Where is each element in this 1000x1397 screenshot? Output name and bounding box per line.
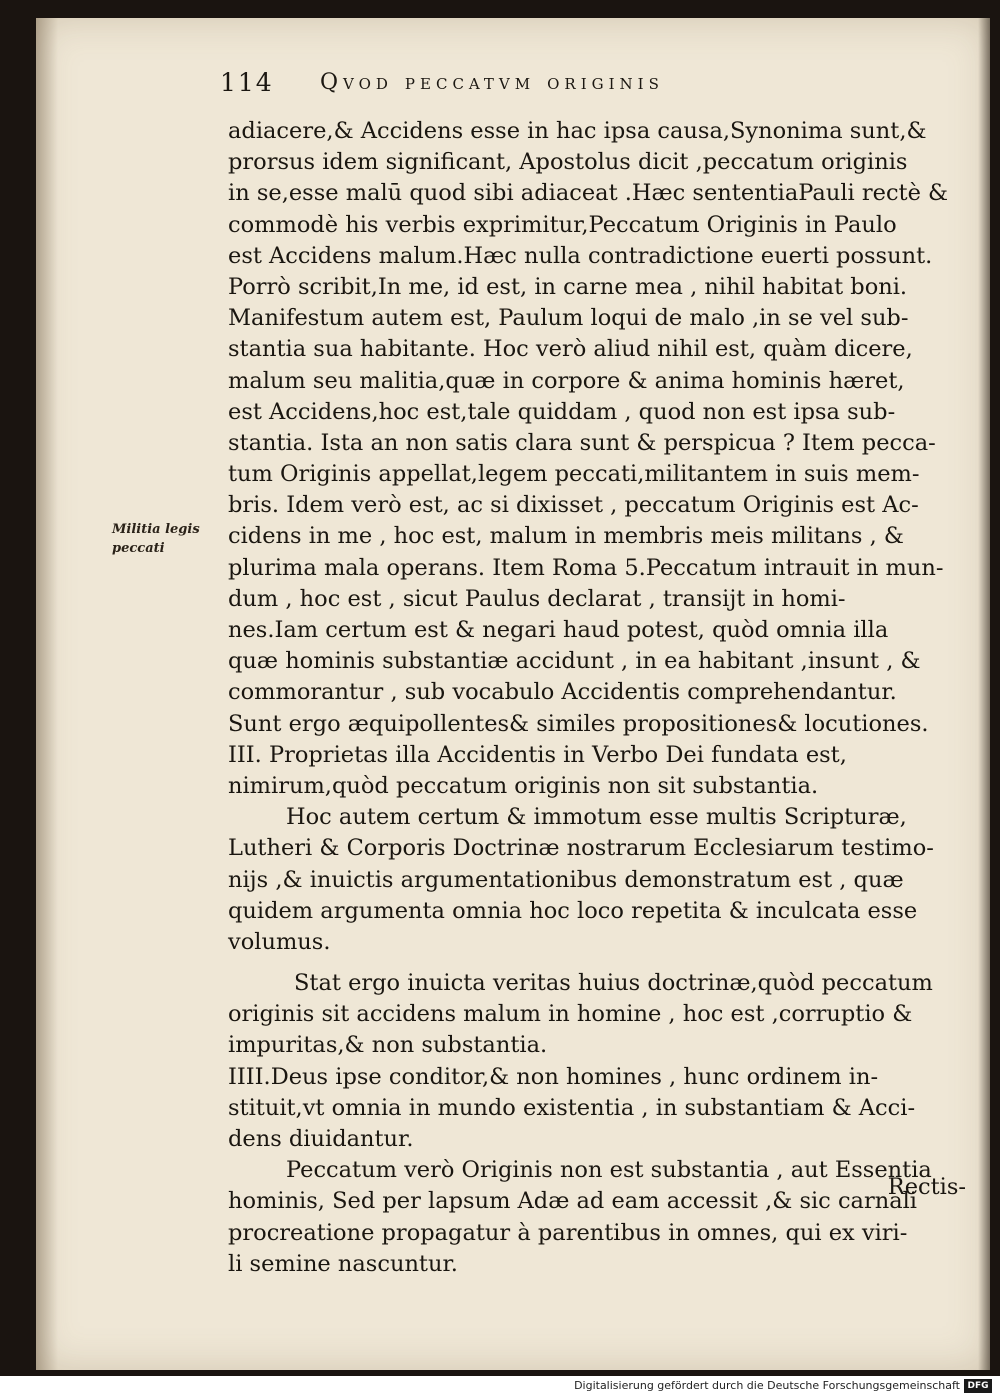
text-line: stantia. Ista an non satis clara sunt & perspicua ? Item pecca- bbox=[228, 429, 936, 456]
text-line: malum seu malitia,quæ in corpore & anima hominis hæret, bbox=[228, 367, 905, 394]
text-line: bris. Idem verò est, ac si dixisset , peccatum Originis est Ac- bbox=[228, 492, 919, 519]
text-line: est Accidens,hoc est,tale quiddam , quod non est ipsa sub- bbox=[228, 398, 896, 425]
text-line: adiacere,& Accidens esse in hac ipsa causa,Synonima sunt,& bbox=[228, 118, 927, 144]
text-line: stituit,vt omnia in mundo existentia , in substantiam & Acci- bbox=[228, 1094, 916, 1121]
text-line: nimirum,quòd peccatum originis non sit substantia. bbox=[228, 772, 819, 799]
catchword: Rectis- bbox=[887, 1174, 966, 1200]
text-line: nes.Iam certum est & negari haud potest, quòd omnia illa bbox=[228, 617, 889, 643]
text-line: li semine nascuntur. bbox=[228, 1250, 458, 1277]
text-line: volumus. bbox=[228, 928, 331, 955]
text-line: originis sit accidens malum in homine , hoc est ,corruptio & bbox=[228, 1001, 913, 1028]
text-line: est Accidens malum.Hæc nulla contradictione euerti possunt. bbox=[228, 242, 933, 269]
text-line: Manifestum autem est, Paulum loqui de malo ,in se vel sub- bbox=[228, 305, 909, 332]
text-line: Porrò scribit,In me, id est, in carne mea , nihil habitat boni. bbox=[228, 273, 908, 300]
text-line: Hoc autem certum & immotum esse multis Scripturæ, bbox=[286, 804, 907, 831]
text-line: prorsus idem significant, Apostolus dicit ,peccatum originis bbox=[228, 149, 908, 176]
text-line: quæ hominis substantiæ accidunt , in ea habitant ,insunt , & bbox=[228, 648, 921, 675]
body-text bbox=[228, 116, 949, 1280]
text-line: hominis, Sed per lapsum Adæ ad eam accessit ,& sic carnali bbox=[228, 1188, 918, 1215]
page-edge bbox=[978, 18, 990, 1370]
footer-credit: Digitalisierung gefördert durch die Deutsche Forschungsgemeinschaft bbox=[574, 1379, 960, 1392]
margin-note: Militia legis peccati bbox=[112, 522, 200, 556]
text-line: Stat ergo inuicta veritas huius doctrinæ,quòd peccatum bbox=[294, 970, 933, 997]
footer-bar bbox=[0, 1376, 1000, 1397]
page-header bbox=[220, 68, 860, 104]
running-head: Qvod peccatvm originis bbox=[320, 70, 664, 95]
text-line: Peccatum verò Originis non est substantia , aut Essentia bbox=[286, 1157, 932, 1184]
gutter-shadow bbox=[36, 18, 58, 1370]
text-line: plurima mala operans. Item Roma 5.Peccatum intrauit in mun- bbox=[228, 554, 944, 581]
text-line: III. Proprietas illa Accidentis in Verbo Dei fundata est, bbox=[228, 741, 847, 768]
text-line: commorantur , sub vocabulo Accidentis comprehendantur. bbox=[228, 679, 897, 706]
text-line: IIII.Deus ipse conditor,& non homines , hunc ordinem in- bbox=[228, 1063, 879, 1090]
text-line: dum , hoc est , sicut Paulus declarat , transijt in homi- bbox=[228, 585, 846, 612]
text-line: dens diuidantur. bbox=[228, 1126, 414, 1152]
text-line: tum Originis appellat,legem peccati,militantem in suis mem- bbox=[228, 461, 920, 488]
dfg-logo-icon: DFG bbox=[964, 1379, 992, 1393]
page-number: 114 bbox=[220, 68, 274, 97]
text-line: cidens in me , hoc est, malum in membris meis militans , & bbox=[228, 523, 904, 550]
text-line: nijs ,& inuictis argumentationibus demonstratum est , quæ bbox=[228, 866, 904, 893]
text-line: impuritas,& non substantia. bbox=[228, 1032, 548, 1059]
text-line: procreatione propagatur à parentibus in omnes, qui ex viri- bbox=[228, 1219, 908, 1246]
text-line: quidem argumenta omnia hoc loco repetita & inculcata esse bbox=[228, 897, 918, 924]
text-line: commodè his verbis exprimitur,Peccatum Originis in Paulo bbox=[228, 211, 897, 238]
text-line: in se,esse malū quod sibi adiaceat .Hæc sententiaPauli rectè & bbox=[228, 180, 949, 207]
text-line: Sunt ergo æquipollentes& similes propositiones& locutiones. bbox=[228, 710, 929, 737]
text-line: Lutheri & Corporis Doctrinæ nostrarum Ecclesiarum testimo- bbox=[228, 835, 934, 862]
text-line: stantia sua habitante. Hoc verò aliud nihil est, quàm dicere, bbox=[228, 336, 913, 363]
